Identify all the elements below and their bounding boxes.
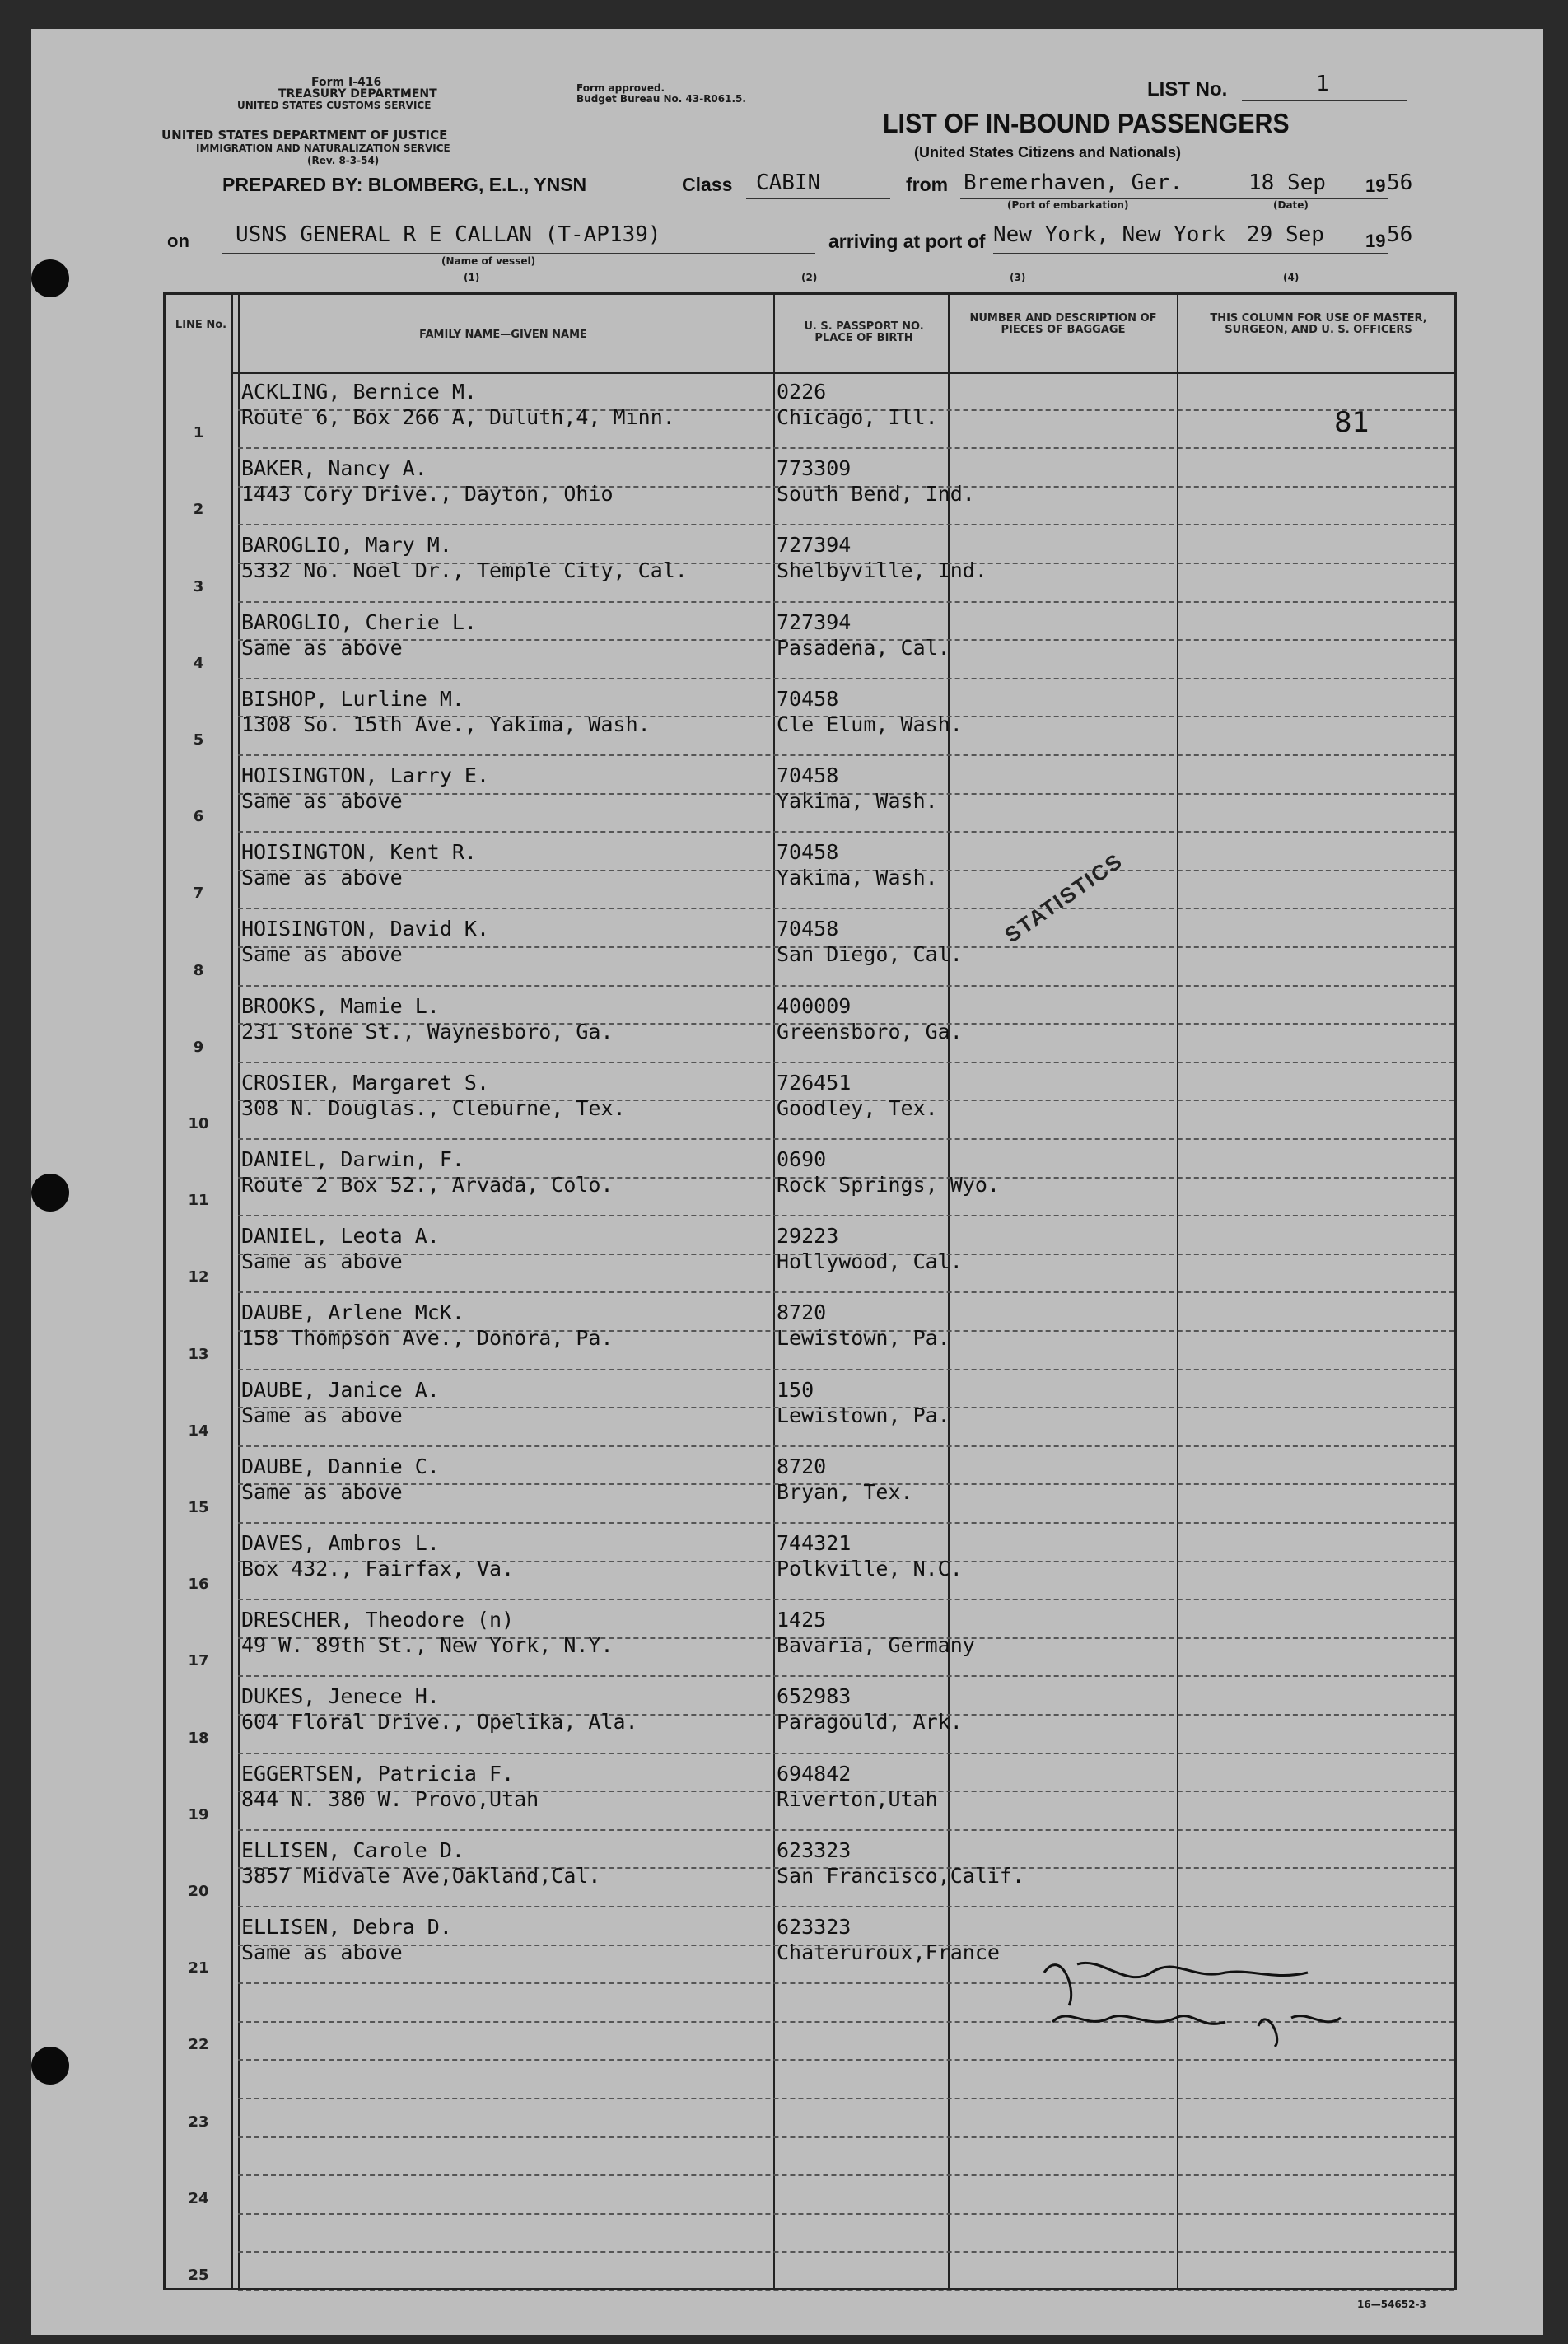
table-row xyxy=(166,525,1454,602)
punch-hole-bottom xyxy=(31,2047,69,2085)
list-no-label: LIST No. xyxy=(1147,78,1228,100)
line-number: 13 xyxy=(188,1345,209,1363)
place-of-birth: Pasadena, Cal. xyxy=(777,635,950,660)
list-no-rule xyxy=(1242,100,1407,101)
passenger-address: 5332 No. Noel Dr., Temple City, Cal. xyxy=(241,558,688,583)
passport-number: 0226 xyxy=(777,380,827,404)
passenger-name: BROOKS, Mamie L. xyxy=(241,993,440,1018)
passenger-address: Same as above xyxy=(241,942,403,967)
line-number: 7 xyxy=(193,885,204,903)
table-row xyxy=(166,1754,1454,1831)
passenger-address: 1443 Cory Drive., Dayton, Ohio xyxy=(241,482,614,507)
from-label: from xyxy=(906,174,949,195)
class-label: Class xyxy=(682,174,733,195)
column-header-line-no: LINE No. xyxy=(175,319,227,331)
passenger-address: 604 Floral Drive., Opelika, Ala. xyxy=(241,1710,638,1735)
form-number: Form I-416 xyxy=(311,76,382,89)
passport-number: 623323 xyxy=(777,1915,852,1939)
passport-number: 70458 xyxy=(777,763,839,787)
column-caption-1: (1) xyxy=(464,272,480,283)
arrival-year-prefix: 19 xyxy=(1365,231,1386,251)
table-row xyxy=(166,449,1454,525)
passenger-name: DAUBE, Janice A. xyxy=(241,1377,440,1402)
table-row xyxy=(166,2215,1454,2291)
table-row xyxy=(166,1063,1454,1140)
passport-number: 726451 xyxy=(777,1070,852,1095)
place-of-birth: San Diego, Cal. xyxy=(777,942,963,967)
passenger-address: 1308 So. 15th Ave., Yakima, Wash. xyxy=(241,712,651,736)
line-number: 11 xyxy=(188,1192,209,1210)
table-row xyxy=(166,2138,1454,2215)
table-row xyxy=(166,1447,1454,1524)
passenger-address: Same as above xyxy=(241,866,403,890)
passenger-name: BISHOP, Lurline M. xyxy=(241,686,464,711)
line-number: 4 xyxy=(193,654,204,672)
table-row xyxy=(166,679,1454,756)
passenger-address: Same as above xyxy=(241,1249,403,1274)
passport-number: 8720 xyxy=(777,1454,827,1478)
table-row xyxy=(166,1216,1454,1293)
passenger-name: DAUBE, Dannie C. xyxy=(241,1454,440,1478)
column-caption-2: (2) xyxy=(801,272,818,283)
passenger-name: DANIEL, Darwin, F. xyxy=(241,1147,464,1171)
column-caption-3: (3) xyxy=(1010,272,1026,283)
table-row xyxy=(166,1140,1454,1216)
officer-signature xyxy=(1036,1940,1382,2063)
passenger-name: CROSIER, Margaret S. xyxy=(241,1070,490,1095)
arriving-label: arriving at port of xyxy=(828,231,986,252)
line-number: 22 xyxy=(188,2036,209,2054)
port-embark-caption: (Port of embarkation) xyxy=(1007,199,1129,211)
passenger-name: DUKES, Jenece H. xyxy=(241,1684,440,1709)
passport-number: 744321 xyxy=(777,1531,852,1555)
column-header-name: FAMILY NAME—GIVEN NAME xyxy=(419,329,587,341)
customs-label: UNITED STATES CUSTOMS SERVICE xyxy=(237,100,432,111)
manifest-sheet xyxy=(31,29,1543,2335)
class-value: CABIN xyxy=(756,170,821,195)
passenger-name: HOISINGTON, Kent R. xyxy=(241,840,477,865)
passenger-address: Same as above xyxy=(241,1940,403,1964)
passenger-address: Route 2 Box 52., Arvada, Colo. xyxy=(241,1173,614,1197)
passport-number: 8720 xyxy=(777,1300,827,1325)
passenger-name: HOISINGTON, Larry E. xyxy=(241,763,490,787)
line-number: 20 xyxy=(188,1882,209,1900)
passenger-address: 3857 Midvale Ave,Oakland,Cal. xyxy=(241,1863,601,1888)
line-number: 2 xyxy=(193,501,204,519)
passenger-address: Same as above xyxy=(241,1479,403,1504)
place-of-birth: Greensboro, Ga. xyxy=(777,1019,963,1044)
table-row xyxy=(166,1293,1454,1370)
passport-number: 773309 xyxy=(777,456,852,481)
passenger-name: BAROGLIO, Mary M. xyxy=(241,533,452,558)
place-of-birth: Bryan, Tex. xyxy=(777,1479,913,1504)
place-of-birth: Chicago, Ill. xyxy=(777,405,938,429)
line-number: 8 xyxy=(193,961,204,979)
passenger-address: Same as above xyxy=(241,1403,403,1427)
line-number: 9 xyxy=(193,1038,204,1056)
list-no-value: 1 xyxy=(1316,72,1329,96)
place-of-birth: South Bend, Ind. xyxy=(777,482,975,507)
footer-code: 16—54652-3 xyxy=(1357,2299,1426,2310)
passport-number: 70458 xyxy=(777,840,839,865)
arrival-date: 29 Sep xyxy=(1247,222,1324,247)
column-header-baggage: NUMBER AND DESCRIPTION OF PIECES OF BAGGAGE xyxy=(969,312,1157,336)
vessel-caption: (Name of vessel) xyxy=(441,255,536,267)
table-row xyxy=(166,603,1454,679)
line-number: 14 xyxy=(188,1422,209,1440)
from-date-value: 18 Sep xyxy=(1248,170,1326,195)
passport-number: 70458 xyxy=(777,917,839,941)
table-row xyxy=(166,1677,1454,1753)
from-year-prefix: 19 xyxy=(1365,175,1386,196)
statistics-stamp: STATISTICS xyxy=(1000,847,1127,948)
passport-number: 1425 xyxy=(777,1608,827,1632)
place-of-birth: San Francisco,Calif. xyxy=(777,1863,1025,1888)
passenger-address: Box 432., Fairfax, Va. xyxy=(241,1557,515,1581)
table-row xyxy=(166,1370,1454,1447)
line-number: 12 xyxy=(188,1268,209,1286)
place-of-birth: Paragould, Ark. xyxy=(777,1710,963,1735)
passenger-address: 844 N. 380 W. Provo,Utah xyxy=(241,1786,539,1811)
passport-number: 70458 xyxy=(777,686,839,711)
from-year-value: 56 xyxy=(1387,170,1413,195)
from-port-value: Bremerhaven, Ger. xyxy=(964,170,1183,195)
passport-number: 623323 xyxy=(777,1837,852,1862)
column-header-passport: U. S. PASSPORT NO. PLACE OF BIRTH xyxy=(804,320,924,344)
line-number: 25 xyxy=(188,2266,209,2284)
passport-number: 727394 xyxy=(777,533,852,558)
line-number: 17 xyxy=(188,1652,209,1670)
page-title: LIST OF IN-BOUND PASSENGERS xyxy=(883,108,1290,138)
passport-number: 29223 xyxy=(777,1224,839,1249)
arrival-year-value: 56 xyxy=(1387,222,1413,247)
place-of-birth: Lewistown, Pa. xyxy=(777,1326,950,1351)
table-row xyxy=(166,756,1454,833)
punch-hole-top xyxy=(31,259,69,297)
line-number: 6 xyxy=(193,808,204,826)
line-number: 1 xyxy=(193,424,204,442)
table-row xyxy=(166,833,1454,909)
passenger-name: HOISINGTON, David K. xyxy=(241,917,490,941)
place-of-birth: Shelbyville, Ind. xyxy=(777,558,987,583)
line-number: 24 xyxy=(188,2189,209,2207)
place-of-birth: Yakima, Wash. xyxy=(777,789,938,813)
on-label: on xyxy=(167,231,189,251)
line-number: 16 xyxy=(188,1576,209,1594)
table-row xyxy=(166,1524,1454,1600)
vessel-name: USNS GENERAL R E CALLAN (T-AP139) xyxy=(236,222,661,247)
punch-hole-middle xyxy=(31,1174,69,1212)
passport-number: 727394 xyxy=(777,609,852,634)
ins-label: IMMIGRATION AND NATURALIZATION SERVICE xyxy=(196,142,450,154)
passenger-name: BAKER, Nancy A. xyxy=(241,456,427,481)
line-number: 3 xyxy=(193,577,204,595)
officer-note: 81 xyxy=(1334,406,1370,439)
place-of-birth: Lewistown, Pa. xyxy=(777,1403,950,1427)
passenger-name: ELLISEN, Carole D. xyxy=(241,1837,464,1862)
arrival-rule xyxy=(993,253,1388,254)
passport-number: 694842 xyxy=(777,1761,852,1786)
revision-label: (Rev. 8-3-54) xyxy=(307,155,380,166)
place-of-birth: Polkville, N.C. xyxy=(777,1557,963,1581)
place-of-birth: Yakima, Wash. xyxy=(777,866,938,890)
class-rule xyxy=(746,198,890,199)
passport-number: 652983 xyxy=(777,1684,852,1709)
place-of-birth: Hollywood, Cal. xyxy=(777,1249,963,1274)
passenger-address: 158 Thompson Ave., Donora, Pa. xyxy=(241,1326,614,1351)
vessel-rule xyxy=(222,253,815,254)
page-subtitle: (United States Citizens and Nationals) xyxy=(914,144,1182,161)
place-of-birth: Goodley, Tex. xyxy=(777,1095,938,1120)
column-header-officers: THIS COLUMN FOR USE OF MASTER, SURGEON, AND U. S. OFFICERS xyxy=(1210,312,1427,336)
arrival-port: New York, New York xyxy=(993,222,1225,247)
table-row xyxy=(166,1600,1454,1677)
place-of-birth: Bavaria, Germany xyxy=(777,1633,975,1658)
passport-number: 400009 xyxy=(777,993,852,1018)
place-of-birth: Chateruroux,France xyxy=(777,1940,1000,1964)
date-caption: (Date) xyxy=(1273,199,1309,211)
passport-number: 150 xyxy=(777,1377,814,1402)
passenger-address: Route 6, Box 266 A, Duluth,4, Minn. xyxy=(241,405,675,429)
column-caption-4: (4) xyxy=(1283,272,1300,283)
form-approved-label: Form approved. xyxy=(576,82,665,94)
line-number: 21 xyxy=(188,1959,209,1977)
table-row xyxy=(166,372,1454,449)
passenger-name: BAROGLIO, Cherie L. xyxy=(241,609,477,634)
passenger-address: 231 Stone St., Waynesboro, Ga. xyxy=(241,1019,614,1044)
passenger-name: ELLISEN, Debra D. xyxy=(241,1915,452,1939)
place-of-birth: Riverton,Utah xyxy=(777,1786,938,1811)
place-of-birth: Cle Elum, Wash. xyxy=(777,712,963,736)
passenger-name: EGGERTSEN, Patricia F. xyxy=(241,1761,515,1786)
passenger-name: DRESCHER, Theodore (n) xyxy=(241,1608,515,1632)
prepared-by: PREPARED BY: BLOMBERG, E.L., YNSN xyxy=(222,174,587,195)
line-number: 5 xyxy=(193,731,204,749)
line-number: 23 xyxy=(188,2113,209,2131)
passenger-address: Same as above xyxy=(241,789,403,813)
budget-label: Budget Bureau No. 43-R061.5. xyxy=(576,93,746,105)
line-number: 18 xyxy=(188,1729,209,1747)
passenger-name: DANIEL, Leota A. xyxy=(241,1224,440,1249)
table-row xyxy=(166,909,1454,986)
table-row xyxy=(166,987,1454,1063)
passenger-name: DAVES, Ambros L. xyxy=(241,1531,440,1555)
table-row xyxy=(166,1831,1454,1907)
line-number: 10 xyxy=(188,1114,209,1132)
passport-number: 0690 xyxy=(777,1147,827,1171)
passenger-name: DAUBE, Arlene McK. xyxy=(241,1300,464,1325)
line-number: 15 xyxy=(188,1498,209,1516)
table-row xyxy=(166,2061,1454,2137)
line-number: 19 xyxy=(188,1805,209,1823)
justice-label: UNITED STATES DEPARTMENT OF JUSTICE xyxy=(161,128,448,142)
place-of-birth: Rock Springs, Wyo. xyxy=(777,1173,1000,1197)
passenger-address: 308 N. Douglas., Cleburne, Tex. xyxy=(241,1095,626,1120)
passenger-name: ACKLING, Bernice M. xyxy=(241,380,477,404)
passenger-address: 49 W. 89th St., New York, N.Y. xyxy=(241,1633,614,1658)
treasury-label: TREASURY DEPARTMENT xyxy=(278,87,437,100)
passenger-address: Same as above xyxy=(241,635,403,660)
